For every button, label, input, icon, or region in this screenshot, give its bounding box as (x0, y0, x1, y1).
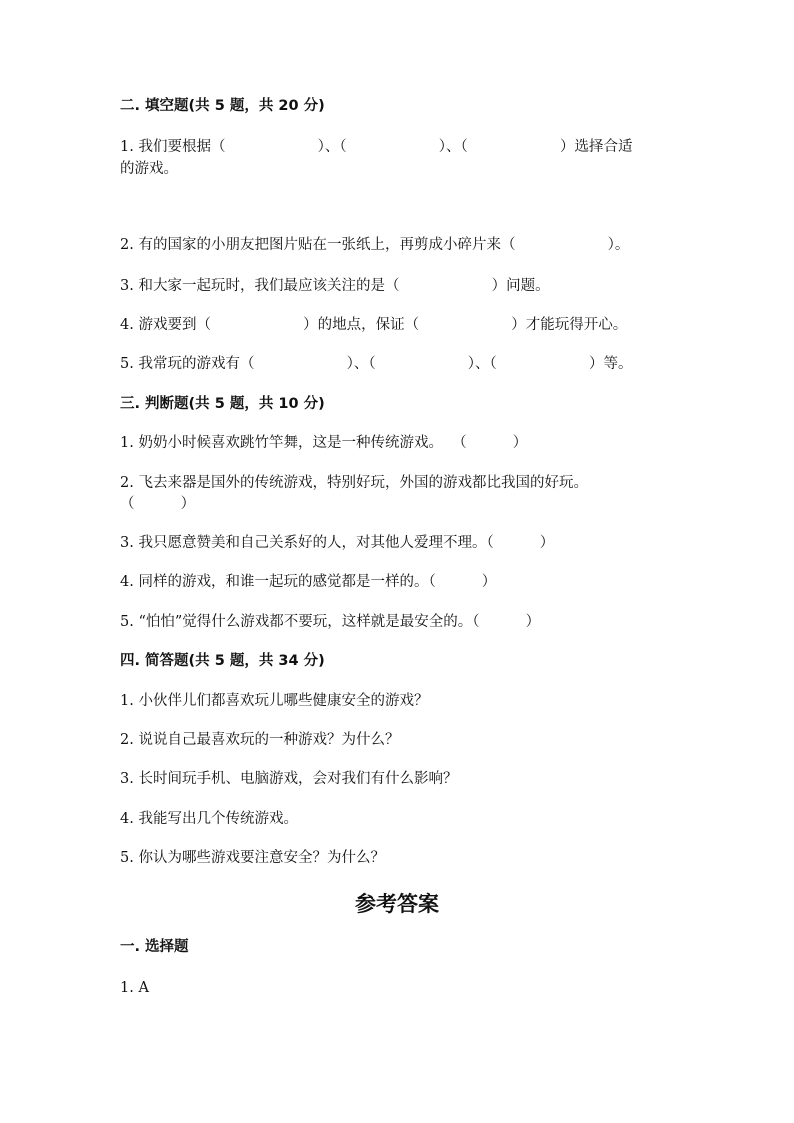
question-3-5: 5. “怕怕”觉得什么游戏都不要玩，这样就是最安全的。（ ） (120, 614, 541, 630)
section-heading-short-answer: 四. 简答题(共 5 题，共 34 分) (120, 653, 325, 669)
answer-1-1: 1. A (120, 980, 149, 996)
answers-section-heading-choice: 一. 选择题 (120, 939, 189, 955)
section-heading-fill-blank: 二. 填空题(共 5 题，共 20 分) (120, 98, 325, 114)
question-4-5: 5. 你认为哪些游戏要注意安全？为什么？ (120, 850, 385, 866)
question-3-1: 1. 奶奶小时候喜欢跳竹竿舞，这是一种传统游戏。 （ ） (120, 435, 528, 451)
question-2-2: 2. 有的国家的小朋友把图片贴在一张纸上，再剪成小碎片来（ ）。 (120, 237, 630, 253)
question-3-2-line-1: 2. 飞去来器是国外的传统游戏，特别好玩，外国的游戏都比我国的好玩。 (120, 475, 588, 491)
question-3-2-line-2: （ ） (120, 496, 196, 512)
question-4-2: 2. 说说自己最喜欢玩的一种游戏？为什么？ (120, 732, 400, 748)
question-4-3: 3. 长时间玩手机、电脑游戏，会对我们有什么影响？ (120, 771, 458, 787)
answers-title: 参考答案 (355, 891, 439, 916)
question-4-1: 1. 小伙伴儿们都喜欢玩儿哪些健康安全的游戏？ (120, 693, 429, 709)
question-3-3: 3. 我只愿意赞美和自己关系好的人，对其他人爱理不理。（ ） (120, 535, 555, 551)
question-2-5: 5. 我常玩的游戏有（ ）、（ ）、（ ）等。 (120, 356, 633, 372)
question-2-1-line-2: 的游戏。 (120, 161, 178, 177)
question-2-3: 3. 和大家一起玩时，我们最应该关注的是（ ）问题。 (120, 278, 550, 294)
question-2-4: 4. 游戏要到（ ）的地点，保证（ ）才能玩得开心。 (120, 317, 628, 333)
question-4-4: 4. 我能写出几个传统游戏。 (120, 811, 298, 827)
question-3-4: 4. 同样的游戏，和谁一起玩的感觉都是一样的。（ ） (120, 574, 497, 590)
section-heading-true-false: 三. 判断题(共 5 题，共 10 分) (120, 396, 325, 412)
question-2-1-line-1: 1. 我们要根据（ ）、（ ）、（ ）选择合适 (120, 139, 633, 155)
